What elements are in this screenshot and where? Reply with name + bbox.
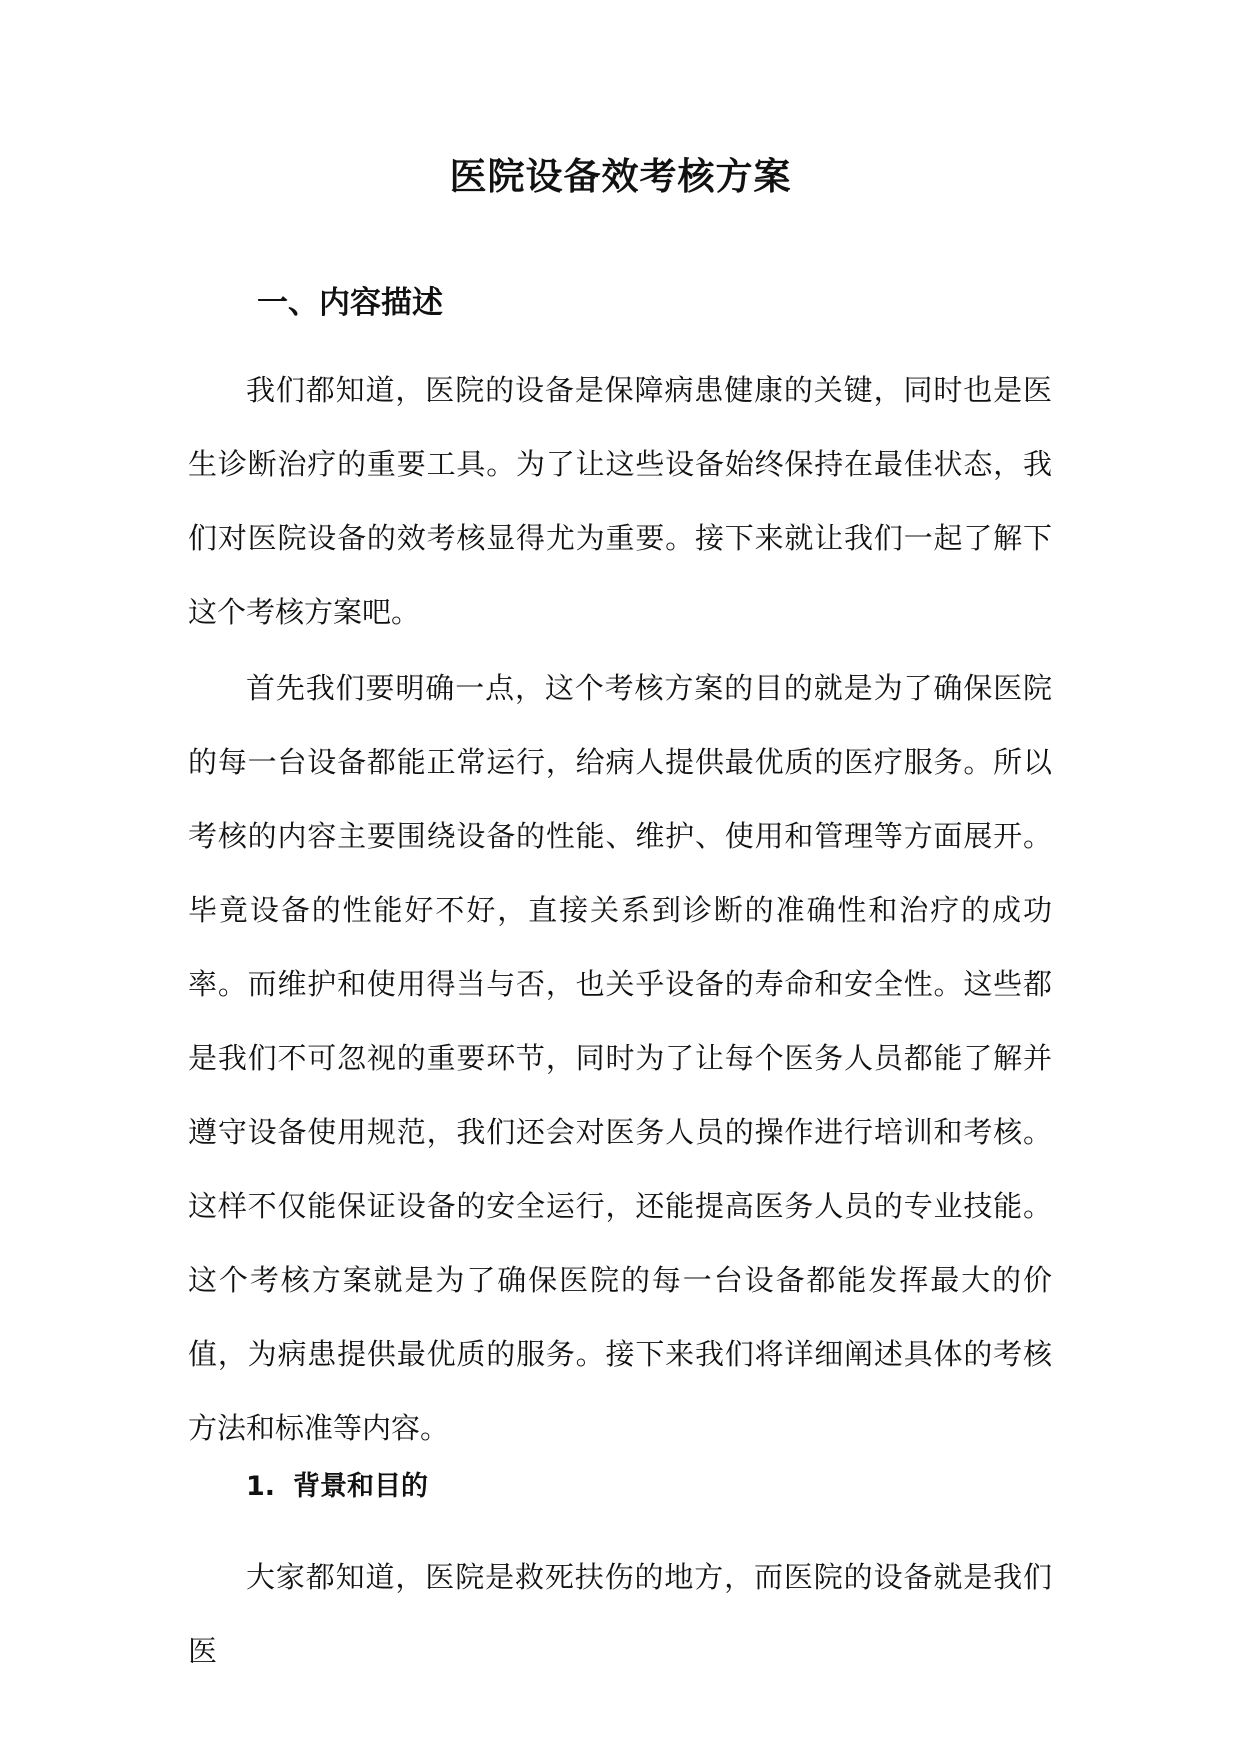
document-title: 医院设备效考核方案 bbox=[449, 154, 792, 198]
paragraph-purpose: 首先我们要明确一点，这个考核方案的目的就是为了确保医院的每一台设备都能正常运行，给病人提供最优质的医疗服务。所以考核的内容主要围绕设备的性能、维护、使用和管理等方面展开。毕竟设备的性能好不好，直接关系到诊断的准确性和治疗的成功率。而维护和使用得当与否，也关乎设备的寿命和安全性。这些都是我们不可忽视的重要环节，同时为了让每个医务人员都能了解并遵守设备使用规范，我们还会对医务人员的操作进行培训和考核。这样不仅能保证设备的安全运行，还能提高医务人员的专业技能。这个考核方案就是为了确保医院的每一台设备都能发挥最大的价值，为病患提供最优质的服务。接下来我们将详细阐述具体的考核方法和标准等内容。 bbox=[188, 671, 1052, 1445]
subsection-title: 背景和目的 bbox=[293, 1471, 429, 1502]
paragraph-intro: 我们都知道，医院的设备是保障病患健康的关键，同时也是医生诊断治疗的重要工具。为了让这些设备始终保持在最佳状态，我们对医院设备的效考核显得尤为重要。接下来就让我们一起了解下这个考核方案吧。 bbox=[188, 373, 1052, 629]
subsection-number: 1. bbox=[246, 1471, 276, 1502]
section-heading-content-description: 一、内容描述 bbox=[257, 285, 443, 321]
paragraph-background: 大家都知道，医院是救死扶伤的地方，而医院的设备就是我们医 bbox=[188, 1560, 1052, 1668]
subsection-heading-background bbox=[246, 1465, 428, 1509]
